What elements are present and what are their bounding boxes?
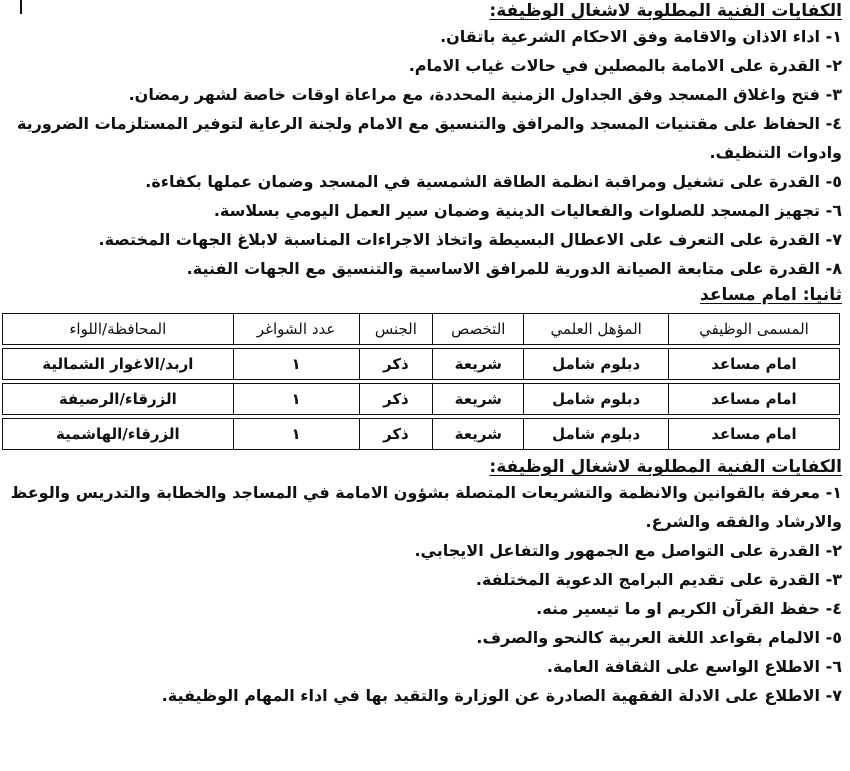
cell-specialization: شريعة: [433, 349, 524, 380]
cell-governorate: الزرقاء/الرصيفة: [3, 384, 234, 415]
cell-vacancies: ١: [233, 349, 359, 380]
header-gender: الجنس: [359, 314, 433, 345]
cell-specialization: شريعة: [433, 384, 524, 415]
section1-heading: الكفايات الفنية المطلوبة لاشغال الوظيفة:: [489, 1, 842, 21]
document-content: [8, 0, 842, 710]
table-row: [3, 419, 840, 450]
header-job-title: المسمى الوظيفي: [668, 314, 839, 345]
section3-item-2: ٢- القدرة على التواصل مع الجمهور والتفاعل الايجابي.: [414, 541, 842, 560]
header-governorate: المحافظة/اللواء: [3, 314, 234, 345]
section1-item-8: ٨- القدرة على متابعة الصيانة الدورية للمرافق الاساسية والتنسيق مع الجهات الفنية.: [186, 259, 842, 278]
section3-heading: الكفايات الفنية المطلوبة لاشغال الوظيفة:: [489, 457, 842, 477]
section1-item-7: ٧- القدرة على التعرف على الاعطال البسيطة واتخاذ الاجراءات المناسبة لابلاغ الجهات المختصة.: [98, 230, 842, 249]
section2-heading: ثانيا: امام مساعد: [700, 285, 842, 305]
cell-qualification: دبلوم شامل: [524, 349, 669, 380]
section3-item-6: ٦- الاطلاع الواسع على الثقافة العامة.: [546, 657, 842, 676]
cell-gender: ذكر: [359, 384, 433, 415]
cell-job-title: امام مساعد: [668, 384, 839, 415]
table-row: [3, 384, 840, 415]
cell-governorate: اربد/الاغوار الشمالية: [3, 349, 234, 380]
section3-item-7: ٧- الاطلاع على الادلة الفقهية الصادرة عن الوزارة والتقيد بها في اداء المهام الوظيفية.: [161, 686, 842, 705]
cell-qualification: دبلوم شامل: [524, 384, 669, 415]
section1-item-4: ٤- الحفاظ على مقتنيات المسجد والمرافق والتنسيق مع الامام ولجنة الرعاية لتوفير المستلزمات الضرورية وادوات التنظيف.: [16, 114, 842, 162]
table-header-row: [3, 314, 840, 345]
section1-item-1: ١- اداء الاذان والاقامة وفق الاحكام الشرعية باتقان.: [440, 27, 842, 46]
vacancies-table: [2, 313, 840, 450]
section3-item-3: ٣- القدرة على تقديم البرامج الدعوية المختلفة.: [475, 570, 842, 589]
section1-item-2: ٢- القدرة على الامامة بالمصلين في حالات غياب الامام.: [408, 56, 842, 75]
section3-item-4: ٤- حفظ القرآن الكريم او ما تيسير منه.: [536, 599, 842, 618]
cell-vacancies: ١: [233, 384, 359, 415]
cell-job-title: امام مساعد: [668, 419, 839, 450]
section3-item-1: ١- معرفة بالقوانين والانظمة والتشريعات المتصلة بشؤون الامامة في المساجد والخطابة والتدريس والوعظ والارشاد والفقه والشرع.: [10, 483, 842, 531]
section1-item-6: ٦- تجهيز المسجد للصلوات والفعاليات الدينية وضمان سير العمل اليومي بسلاسة.: [213, 201, 842, 220]
cell-specialization: شريعة: [433, 419, 524, 450]
cell-governorate: الزرقاء/الهاشمية: [3, 419, 234, 450]
section1-item-3: ٣- فتح واغلاق المسجد وفق الجداول الزمنية المحددة، مع مراعاة اوقات خاصة لشهر رمضان.: [128, 85, 842, 104]
header-qualification: المؤهل العلمي: [524, 314, 669, 345]
cell-vacancies: ١: [233, 419, 359, 450]
cell-gender: ذكر: [359, 419, 433, 450]
cell-qualification: دبلوم شامل: [524, 419, 669, 450]
section1-item-5: ٥- القدرة على تشغيل ومراقبة انظمة الطاقة الشمسية في المسجد وضمان عملها بكفاءة.: [145, 172, 842, 191]
cell-gender: ذكر: [359, 349, 433, 380]
section3: [8, 456, 842, 710]
cell-job-title: امام مساعد: [668, 349, 839, 380]
header-specialization: التخصص: [433, 314, 524, 345]
section3-item-5: ٥- الالمام بقواعد اللغة العربية كالنحو والصرف.: [476, 628, 842, 647]
table-row: [3, 349, 840, 380]
header-vacancies: عدد الشواغر: [233, 314, 359, 345]
